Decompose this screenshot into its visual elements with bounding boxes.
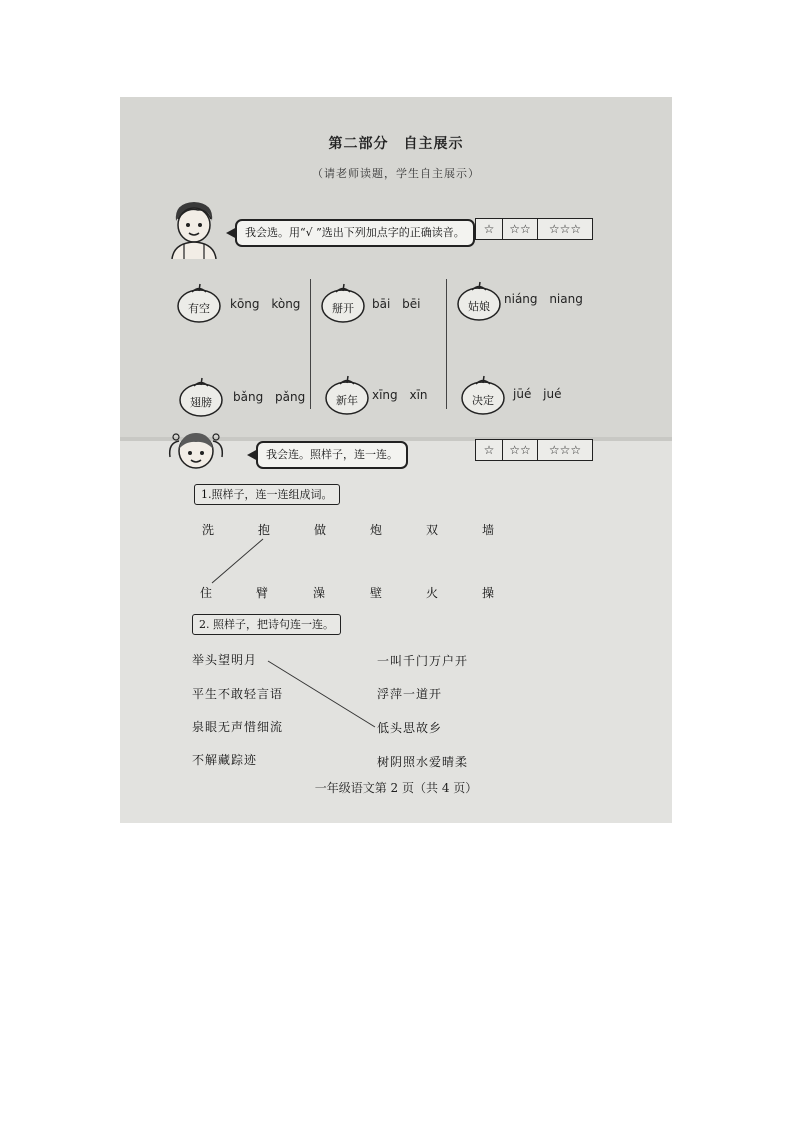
worksheet-photo [120,97,672,823]
page-footer: 一年级语文第 2 页（共 4 页） [314,781,478,795]
top-char[interactable]: 做 [314,523,327,537]
rating-three-stars[interactable]: ☆☆☆ [537,440,592,460]
pinyin-options[interactable]: bǎng pǎng [233,390,306,404]
poem-left-line[interactable]: 泉眼无声惜细流 [192,720,284,734]
top-char[interactable]: 双 [426,523,439,537]
pinyin-options[interactable]: xīng xīn [372,388,428,402]
rating-three-stars[interactable]: ☆☆☆ [537,219,592,239]
bottom-char[interactable]: 澡 [313,586,326,600]
section-title: 第二部分 自主展示 [328,136,464,152]
bottom-char[interactable]: 火 [426,586,439,600]
rating-two-stars[interactable]: ☆☆ [502,219,537,239]
rating-one-star[interactable]: ☆ [483,443,495,457]
poem-right-line[interactable]: 浮萍一道开 [377,687,443,701]
question-2-prompt: 我会连。照样子，连一连。 [256,441,408,469]
part-1-label: 1.照样子，连一连组成词。 [194,484,340,505]
bottom-char[interactable]: 住 [200,586,213,600]
pinyin-options[interactable]: bāi bēi [372,297,421,311]
pinyin-options[interactable]: kōng kòng [230,297,301,311]
example-line-poem [268,661,375,727]
poem-right-line[interactable]: 低头思故乡 [377,721,443,735]
word-text: 有空 [188,302,210,315]
question-1-prompt: 我会选。用“√ ”选出下列加点字的正确读音。 [235,219,475,247]
top-char[interactable]: 抱 [258,523,271,537]
example-lines [120,97,672,823]
poem-right-line[interactable]: 树阴照水爱晴柔 [377,755,469,769]
top-char[interactable]: 洗 [202,523,215,537]
top-char[interactable]: 墙 [482,523,495,537]
example-line-words [212,539,263,583]
bottom-char[interactable]: 壁 [370,586,383,600]
pinyin-options[interactable]: niáng niang [504,292,583,306]
top-char[interactable]: 炮 [370,523,383,537]
rating-two-stars[interactable]: ☆☆ [502,440,537,460]
part-2-label: 2. 照样子，把诗句连一连。 [192,614,341,635]
section-subtitle: （请老师读题，学生自主展示） [312,167,480,180]
poem-left-line[interactable]: 平生不敢轻言语 [192,687,284,701]
word-text: 姑娘 [468,300,490,313]
poem-left-line[interactable]: 举头望明月 [192,653,258,667]
word-text: 决定 [472,394,494,407]
poem-right-line[interactable]: 一叫千门万户开 [377,654,469,668]
word-text: 翅膀 [190,396,212,409]
rating-one-star[interactable]: ☆ [483,222,495,236]
word-text: 新年 [336,394,358,407]
pinyin-options[interactable]: jūé jué [513,387,562,401]
bottom-char[interactable]: 臂 [256,586,269,600]
bottom-char[interactable]: 操 [482,586,495,600]
poem-left-line[interactable]: 不解藏踪迹 [192,753,258,767]
word-text: 掰开 [332,302,354,315]
